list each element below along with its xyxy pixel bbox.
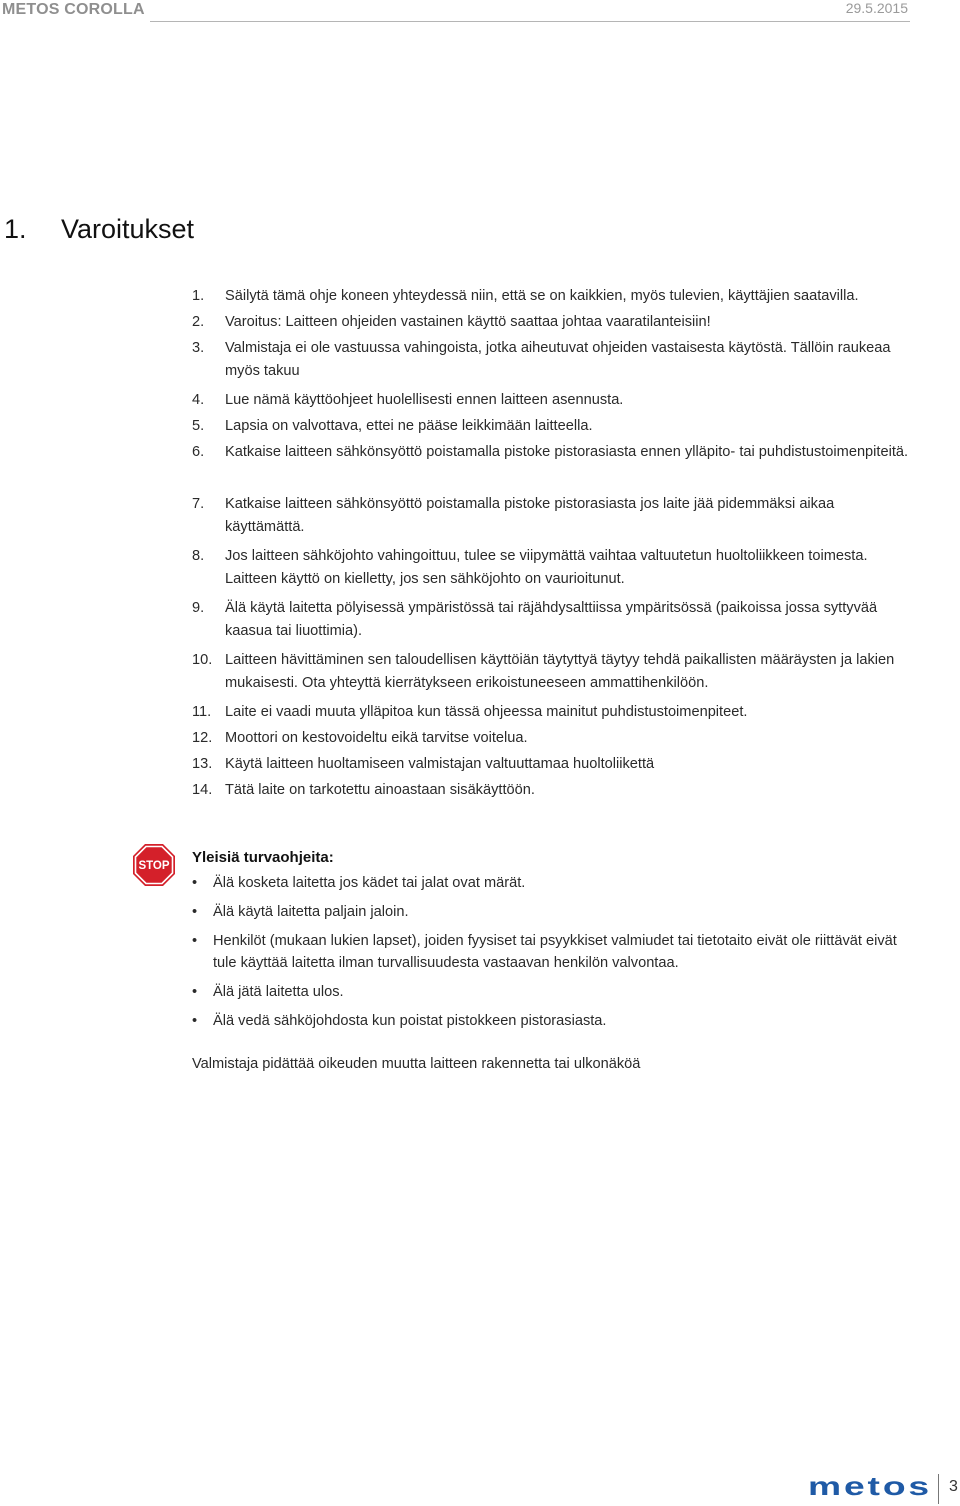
warning-text: Varoitus: Laitteen ohjeiden vastainen käyttö saattaa johtaa vaaratilanteisiin! — [225, 314, 711, 330]
warning-item — [192, 543, 912, 595]
header-rule — [150, 21, 910, 22]
warning-item — [192, 283, 912, 309]
safety-item-text: Älä kosketa laitetta jos kädet tai jalat ovat märät. — [213, 875, 526, 891]
safety-list — [192, 872, 912, 1032]
warning-item — [192, 751, 912, 777]
warning-text: Tätä laite on tarkotettu ainoastaan sisäkäyttöön. — [225, 782, 535, 798]
header-date: 29.5.2015 — [845, 0, 908, 16]
safety-item — [192, 1010, 912, 1032]
warning-number: 9. — [192, 600, 205, 616]
warning-item — [192, 777, 912, 803]
warning-text: Säilytä tämä ohje koneen yhteydessä niin, että se on kaikkien, myös tulevien, käyttäjien saatavilla. — [225, 288, 859, 304]
page-header — [0, 0, 960, 24]
bullet-icon: • — [192, 1013, 198, 1029]
warning-number: 4. — [192, 392, 205, 408]
warning-text: Valmistaja ei ole vastuussa vahingoista, jotka aiheutuvat ohjeiden vastaisesta käytöstä. Tällöin raukeaa myös takuu — [225, 340, 891, 379]
warning-item — [192, 309, 912, 335]
warning-item — [192, 335, 912, 387]
warning-text: Lapsia on valvottava, ettei ne pääse leikkimään laitteella. — [225, 418, 593, 434]
safety-item-text: Älä jätä laitetta ulos. — [213, 984, 344, 1000]
warning-text: Lue nämä käyttöohjeet huolellisesti ennen laitteen asennusta. — [225, 392, 624, 408]
warning-item — [192, 647, 912, 699]
manufacturer-note: Valmistaja pidättää oikeuden muutta laitteen rakennetta tai ulkonäköä — [192, 1056, 641, 1072]
warning-text: Älä käytä laitetta pölyisessä ympäristössä tai räjähdysalttiissa ympäritsössä (paikoissa jossa syttyvää kaasua tai liuottimia). — [225, 600, 878, 639]
warning-text: Jos laitteen sähköjohto vahingoittuu, tulee se viipymättä vaihtaa valtuutetun huoltoliikkeen toimesta. Laitteen käyttö on kielletty, jos sen sähköjohto on vaurioitunut. — [225, 548, 868, 587]
bullet-icon: • — [192, 933, 198, 949]
warnings-list — [192, 283, 912, 803]
safety-item-text: Älä käytä laitetta paljain jaloin. — [213, 904, 409, 920]
section-title-text: Varoitukset — [61, 214, 195, 244]
bullet-icon: • — [192, 904, 198, 920]
logo-text: metos — [808, 1474, 932, 1500]
warning-item — [192, 439, 912, 491]
metos-logo — [808, 1474, 934, 1500]
warning-item — [192, 699, 912, 725]
warning-number: 6. — [192, 444, 205, 460]
safety-item — [192, 901, 912, 923]
safety-heading: Yleisiä turvaohjeita: — [192, 849, 334, 866]
warning-item — [192, 413, 912, 439]
bullet-icon: • — [192, 984, 198, 1000]
safety-item-text: Älä vedä sähköjohdosta kun poistat pistokkeen pistorasiasta. — [213, 1013, 607, 1029]
stop-sign-label: STOP — [138, 860, 170, 872]
warning-text: Laitteen hävittäminen sen taloudellisen käyttöiän täytyttyä täytyy tehdä paikallisten määräysten ja lakien mukaisesti. Ota yhteyttä kierrätykseen erikoistuneeseen ammattihenkilöön. — [225, 652, 895, 691]
safety-item — [192, 930, 912, 974]
warning-number: 3. — [192, 340, 205, 356]
brand-title: METOS COROLLA — [2, 1, 145, 18]
safety-item — [192, 981, 912, 1003]
footer-separator — [938, 1474, 939, 1504]
warning-text: Laite ei vaadi muuta ylläpitoa kun tässä ohjeessa mainitut puhdistustoimenpiteet. — [225, 704, 748, 720]
page-number: 3 — [949, 1478, 958, 1495]
warning-number: 14. — [192, 782, 213, 798]
warning-item — [192, 725, 912, 751]
warning-text: Moottori on kestovoideltu eikä tarvitse voitelua. — [225, 730, 528, 746]
warning-number: 2. — [192, 314, 205, 330]
warning-number: 12. — [192, 730, 213, 746]
safety-section — [192, 846, 912, 1039]
warning-number: 11. — [192, 704, 212, 720]
stop-sign-icon — [132, 843, 176, 887]
safety-item — [192, 872, 912, 894]
warning-text: Katkaise laitteen sähkönsyöttö poistamalla pistoke pistorasiasta jos laite jää pidemmäksi aikaa käyttämättä. — [225, 496, 835, 535]
warning-number: 7. — [192, 496, 205, 512]
section-title — [4, 214, 194, 245]
warning-number: 8. — [192, 548, 205, 564]
section-number: 1. — [4, 214, 27, 244]
warning-number: 1. — [192, 288, 205, 304]
warning-number: 5. — [192, 418, 205, 434]
warning-item — [192, 595, 912, 647]
warning-number: 13. — [192, 756, 213, 772]
safety-item-text: Henkilöt (mukaan lukien lapset), joiden fyysiset tai psyykkiset valmiudet tai tietotaito eivät ole riittävät eivät tule käyttää laitetta ilman turvallisuudesta vastaavan henkilön valvontaa. — [213, 933, 897, 971]
bullet-icon: • — [192, 875, 198, 891]
warning-number: 10. — [192, 652, 213, 668]
warning-text: Katkaise laitteen sähkönsyöttö poistamalla pistoke pistorasiasta ennen ylläpito- tai puhdistustoimenpiteitä. — [225, 444, 909, 460]
warning-item — [192, 491, 912, 543]
warning-text: Käytä laitteen huoltamiseen valmistajan valtuuttamaa huoltoliikettä — [225, 756, 655, 772]
warning-item — [192, 387, 912, 413]
